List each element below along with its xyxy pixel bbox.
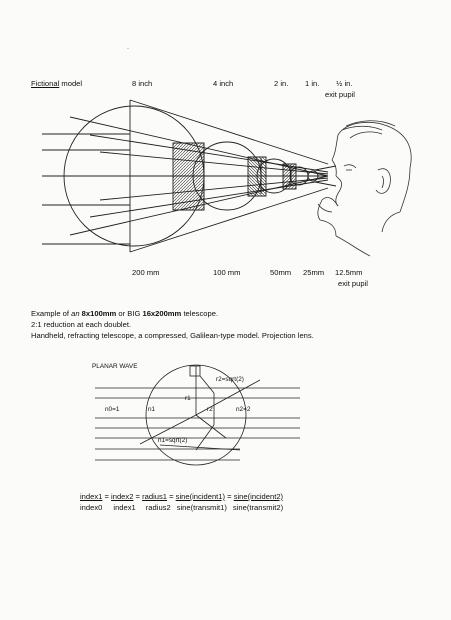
- sketch-dot: ·: [127, 46, 129, 52]
- size-label-100mm: 100 mm: [213, 268, 241, 277]
- description-line-2: 2:1 reduction at each doublet.: [31, 320, 132, 329]
- planar-wave-label: PLANAR WAVE: [92, 363, 138, 370]
- exit-pupil-top-label: exit pupil: [325, 90, 355, 99]
- n2-label: n2=2: [236, 406, 251, 413]
- exit-pupil-bottom-label: exit pupil: [338, 279, 368, 288]
- size-label-1in: 1 in.: [305, 79, 320, 88]
- r1-label: r1: [185, 395, 191, 402]
- size-label-25mm: 25mm: [303, 268, 325, 277]
- n1-label: n1: [148, 406, 156, 413]
- r2-label: r2: [207, 406, 213, 413]
- fictional-word: Fictional: [31, 79, 60, 88]
- n0-label: n0=1: [105, 406, 120, 413]
- size-label-2in: 2 in.: [274, 79, 289, 88]
- description-line-3: Handheld, refracting telescope, a compressed, Galilean-type model. Projection lens.: [31, 331, 314, 340]
- n1-eq-label: n1=sqrt(2): [158, 437, 188, 444]
- equation-top: index1 = index2 = radius1 = sine(incident1) = sine(incident2): [80, 492, 284, 501]
- size-label-8in: 8 inch: [132, 79, 153, 88]
- description-line-1: Example of an 8x100mm or BIG 16x200mm telescope.: [31, 309, 219, 318]
- refraction-ray-3: [196, 415, 226, 438]
- size-label-200mm: 200 mm: [132, 268, 160, 277]
- boundary-diagonal: [200, 376, 214, 393]
- model-word: model: [59, 79, 83, 88]
- boundary-diagonal-3: [196, 425, 214, 450]
- r2-eq-label: r2=sqrt(2): [216, 376, 244, 383]
- size-label-half-in: ½ in.: [336, 79, 353, 88]
- size-label-12-5mm: 12.5mm: [335, 268, 363, 277]
- lens-rect: [190, 366, 200, 376]
- size-label-4in: 4 inch: [213, 79, 234, 88]
- equation-bottom: index0 index1 radius2 sine(transmit1) sine(transmit2): [80, 503, 284, 512]
- size-label-50mm: 50mm: [270, 268, 292, 277]
